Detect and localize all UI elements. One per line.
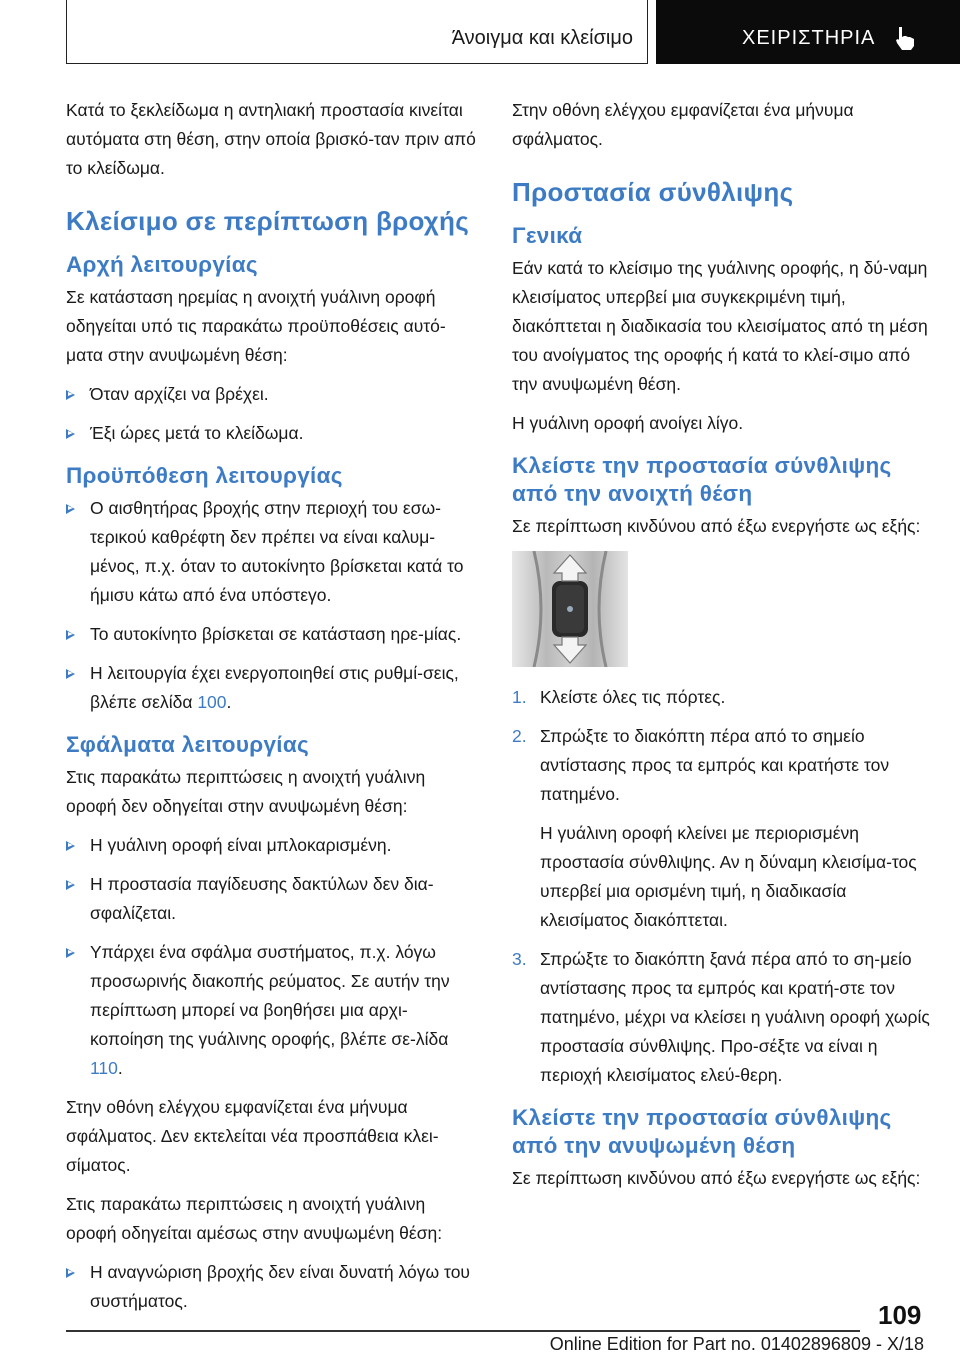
- heading-errors: Σφάλματα λειτουργίας: [66, 732, 309, 757]
- heading-principle: Αρχή λειτουργίας: [66, 252, 258, 277]
- page-link-100[interactable]: 100: [197, 692, 227, 712]
- list-item: Έξι ώρες μετά το κλείδωμα.: [66, 419, 478, 448]
- triangle-bullet-icon: [66, 948, 75, 958]
- triangle-bullet-icon: [66, 390, 75, 400]
- list-item: 1. Κλείστε όλες τις πόρτες.: [512, 687, 726, 707]
- heading-rain-closing: Κλείσιμο σε περίπτωση βροχής: [66, 206, 470, 236]
- triangle-bullet-icon: [66, 880, 75, 890]
- steps-list: [512, 683, 932, 1090]
- page-link-110[interactable]: 110: [90, 1058, 118, 1078]
- immediate-raise-paragraph: Στις παρακάτω περιπτώσεις η ανοιχτή γυάλινη οροφή οδηγείται αμέσως στην ανυψωμένη θέση:: [66, 1194, 443, 1243]
- close-open-paragraph: Σε περίπτωση κινδύνου από έξω ενεργήστε ως εξής:: [512, 516, 921, 536]
- left-column: [66, 96, 478, 1326]
- triangle-bullet-icon: [66, 669, 75, 679]
- general-paragraph: Εάν κατά το κλείσιμο της γυάλινης οροφής, η δύ-ναμη κλεισίματος υπερβεί μια συγκεκριμένη τιμή, διακόπτεται η διαδικασία του κλεισίματος από τη μέση του ανοίγματος της οροφής ή κατά το κλεί-σιμο από την ανυψωμένη θέση.: [512, 258, 928, 394]
- errors-paragraph: Στις παρακάτω περιπτώσεις η ανοιχτή γυάλινη οροφή δεν οδηγείται στην ανυψωμένη θέση:: [66, 767, 426, 816]
- page-number: 109: [878, 1300, 922, 1330]
- triangle-bullet-icon: [66, 1268, 75, 1278]
- principle-paragraph: Σε κατάσταση ηρεμίας η ανοιχτή γυάλινη οροφή οδηγείται υπό τις παρακάτω προϋποθέσεις αυτό-ματα στην ανυψωμένη θέση:: [66, 287, 446, 365]
- heading-general: Γενικά: [512, 223, 583, 248]
- heading-close-from-raised: Κλείστε την προστασία σύνθλιψης από την ανυψωμένη θέση: [512, 1105, 892, 1158]
- header-chapter-box: [656, 0, 960, 64]
- triangle-bullet-icon: [66, 630, 75, 640]
- step-note: Η γυάλινη οροφή κλείνει με περιορισμένη προστασία σύνθλιψης. Αν η δύναμη κλεισίμα-τος υπερβεί μια ορισμένη τιμή, η διαδικασία κλεισίματος διακόπτεται.: [540, 823, 917, 930]
- heading-close-from-open: Κλείστε την προστασία σύνθλιψης από την ανοιχτή θέση: [512, 453, 892, 506]
- header-section-box: [66, 0, 648, 64]
- list-item: Ο αισθητήρας βροχής στην περιοχή του εσω-τερικού καθρέφτη δεν πρέπει να είναι καλυμ-μένος, π.χ. όταν το αυτοκίνητο βρίσκεται κατά το ήμισυ κάτω από ένα υπόστεγο.: [66, 494, 478, 610]
- triangle-bullet-icon: [66, 841, 75, 851]
- list-item: Η λειτουργία έχει ενεργοποιηθεί στις ρυθμί-σεις, βλέπε σελίδα 100.: [66, 659, 478, 717]
- roof-switch-photo: [512, 551, 628, 667]
- errors-list: [66, 831, 478, 1083]
- list-item: Υπάρχει ένα σφάλμα συστήματος, π.χ. λόγω προσωρινής διακοπής ρεύματος. Σε αυτήν την περίπτωση μπορεί να βοηθήσει μια αρχι-κοποίηση της γυάλινης οροφής, βλέπε σε-λίδα 110.: [66, 938, 478, 1083]
- close-raised-paragraph: Σε περίπτωση κινδύνου από έξω ενεργήστε ως εξής:: [512, 1168, 921, 1188]
- hand-pointer-icon: [892, 24, 920, 52]
- list-item: Όταν αρχίζει να βρέχει.: [66, 380, 478, 409]
- list-item: 3. Σπρώξτε το διακόπτη ξανά πέρα από το ση-μείο αντίστασης προς τα εμπρός και κρατή-στε τον πατημένο, μέχρι να κλείσει η γυάλινη οροφή χωρίς προστασία σύνθλιψης. Προ-σέξτε να είναι η περιοχή κλεισίματος ελεύ-θερη.: [512, 949, 930, 1085]
- triangle-bullet-icon: [66, 504, 75, 514]
- list-item: Η γυάλινη οροφή είναι μπλοκαρισμένη.: [66, 831, 478, 860]
- list-item: Η αναγνώριση βροχής δεν είναι δυνατή λόγω του συστήματος.: [66, 1258, 478, 1316]
- list-item: Η προστασία παγίδευσης δακτύλων δεν δια-σφαλίζεται.: [66, 870, 478, 928]
- triangle-bullet-icon: [66, 429, 75, 439]
- intro-paragraph: Κατά το ξεκλείδωμα η αντηλιακή προστασία κινείται αυτόματα στη θέση, στην οποία βρισκό-ταν πριν από το κλείδωμα.: [66, 100, 476, 178]
- list-item: 2. Σπρώξτε το διακόπτη πέρα από το σημείο αντίστασης προς τα εμπρός και κρατήστε τον πατημένο. Η γυάλινη οροφή κλείνει με περιορισμένη προστασία σύνθλιψης. Αν η δύναμη κλεισίμα-τος υπερβεί μια ορισμένη τιμή, η διαδικασία κλεισίματος διακόπτεται.: [512, 722, 932, 935]
- list-item: Το αυτοκίνητο βρίσκεται σε κατάσταση ηρε-μίας.: [66, 620, 478, 649]
- immediate-list: [66, 1258, 478, 1316]
- heading-prerequisite: Προϋπόθεση λειτουργίας: [66, 463, 343, 488]
- heading-pinch-protection: Προστασία σύνθλιψης: [512, 177, 794, 207]
- header-chapter-title: ΧΕΙΡΙΣΤΗΡΙΑ: [742, 27, 876, 49]
- prerequisite-list: [66, 494, 478, 717]
- principle-list: [66, 380, 478, 448]
- right-message-paragraph: Στην οθόνη ελέγχου εμφανίζεται ένα μήνυμα σφάλματος.: [512, 100, 854, 149]
- footer-edition: Online Edition for Part no. 01402896809 - X/18: [549, 1334, 924, 1354]
- right-column: [512, 96, 932, 1203]
- error-message-paragraph: Στην οθόνη ελέγχου εμφανίζεται ένα μήνυμα σφάλματος. Δεν εκτελείται νέα προσπάθεια κλει-σίματος.: [66, 1097, 439, 1175]
- footer-divider: [66, 1330, 860, 1332]
- general-paragraph-2: Η γυάλινη οροφή ανοίγει λίγο.: [512, 413, 744, 433]
- header-section-title: Άνοιγμα και κλείσιμο: [451, 27, 633, 49]
